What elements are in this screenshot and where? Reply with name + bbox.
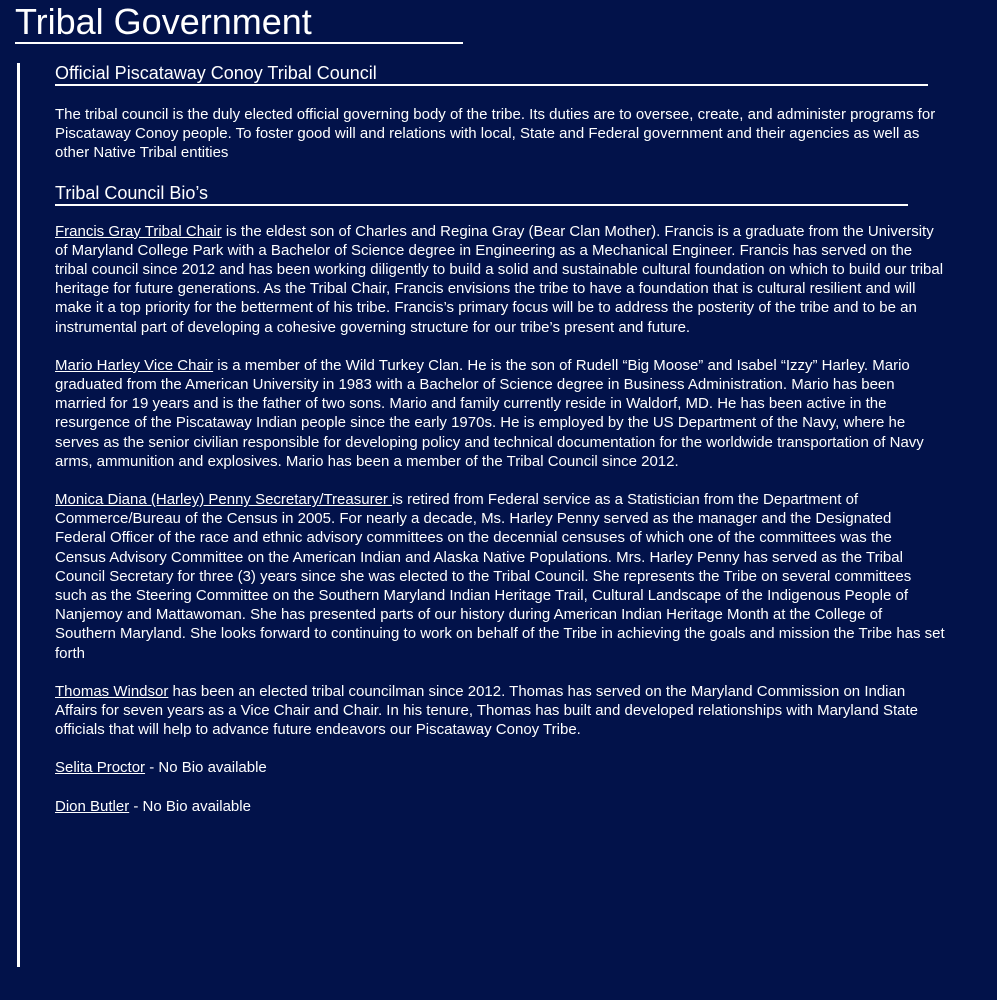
bio-name-link-dion-butler[interactable]: Dion Butler xyxy=(55,797,130,815)
bio-selita-proctor xyxy=(55,758,945,777)
bio-thomas-windsor xyxy=(55,682,945,740)
bios-heading: Tribal Council Bio’s xyxy=(55,182,908,206)
council-heading: Official Piscataway Conoy Tribal Council xyxy=(55,62,928,86)
main-content xyxy=(55,62,945,835)
bio-name-link-monica-penny[interactable]: Monica Diana (Harley) Penny Secretary/Treasurer xyxy=(55,491,393,509)
bio-name-link-selita-proctor[interactable]: Selita Proctor xyxy=(55,759,146,777)
left-divider xyxy=(17,63,20,967)
bio-francis-gray xyxy=(55,222,945,337)
bio-text: has been an elected tribal councilman since 2012. Thomas has served on the Maryland Commission on Indian Affairs for seven years as a Vice Chair and Chair. In his tenure, Thomas has built and developed relationships with Maryland State officials that will help to advance future endeavors our Piscataway Conoy Tribe. xyxy=(55,682,918,739)
bio-dion-butler xyxy=(55,797,945,816)
bio-mario-harley xyxy=(55,356,945,471)
bio-text: - No Bio available xyxy=(145,759,267,777)
council-description: The tribal council is the duly elected official governing body of the tribe. Its duties are to oversee, create, and administer programs for Piscataway Conoy people. To foster good will and relations with local, State and Federal government and their agencies as well as other Native Tribal entities xyxy=(55,106,936,162)
bio-name-link-mario-harley[interactable]: Mario Harley Vice Chair xyxy=(55,356,214,374)
bio-text: is retired from Federal service as a Statistician from the Department of Commerce/Bureau of the Census in 2005. For nearly a decade, Ms. Harley Penny served as the manager and the Designated Federal Officer of the race and ethnic advisory committees on the decennial censuses of which one of the committees was the Census Advisory Committee on the American Indian and Alaska Native Populations. Mrs. Harley Penny has served as the Tribal Council Secretary for three (3) years since she was elected to the Tribal Council. She represents the Tribe on several committees such as the Steering Committee on the Southern Maryland Indian Heritage Trail, Cultural Landscape of the Indigenous People of Nanjemoy and Mattawoman. She has presented parts of our history during American Indian Heritage Month at the College of Southern Maryland. She looks forward to continuing to work on behalf of the Tribe in achieving the goals and mission the Tribe has set forth xyxy=(55,491,945,662)
page-title: Tribal Government xyxy=(15,2,463,44)
bio-text: is a member of the Wild Turkey Clan. He is the son of Rudell “Big Moose” and Isabel “Izzy” Harley. Mario graduated from the American University in 1983 with a Bachelor of Science degree in Business Administration. Mario has been married for 19 years and is the father of two sons. Mario and family currently reside in Waldorf, MD. He has been active in the resurgence of the Piscataway Indian people since the early 1970s. He is employed by the US Department of the Navy, where he serves as the senior civilian responsible for developing policy and technical documentation for the worldwide transportation of Navy arms, ammunition and explosives. Mario has been a member of the Tribal Council since 2012. xyxy=(55,356,924,470)
bio-name-link-thomas-windsor[interactable]: Thomas Windsor xyxy=(55,682,169,700)
bio-text: is the eldest son of Charles and Regina Gray (Bear Clan Mother). Francis is a graduate from the University of Maryland College Park with a Bachelor of Science degree in Engineering as a Mechanical Engineer. Francis has served on the tribal council since 2012 and has been working diligently to build a solid and sustainable cultural foundation on which to build our tribal heritage for future generations. As the Tribal Chair, Francis envisions the tribe to have a foundation that is cultural resilient and will make it a top priority for the betterment of his tribe. Francis’s primary focus will be to address the posterity of the tribe and to be an instrumental part of developing a cohesive governing structure for our tribe’s present and future. xyxy=(55,222,944,336)
bio-monica-penny xyxy=(55,490,945,663)
bio-name-link-francis-gray[interactable]: Francis Gray Tribal Chair xyxy=(55,222,222,240)
bio-text: - No Bio available xyxy=(129,797,251,815)
